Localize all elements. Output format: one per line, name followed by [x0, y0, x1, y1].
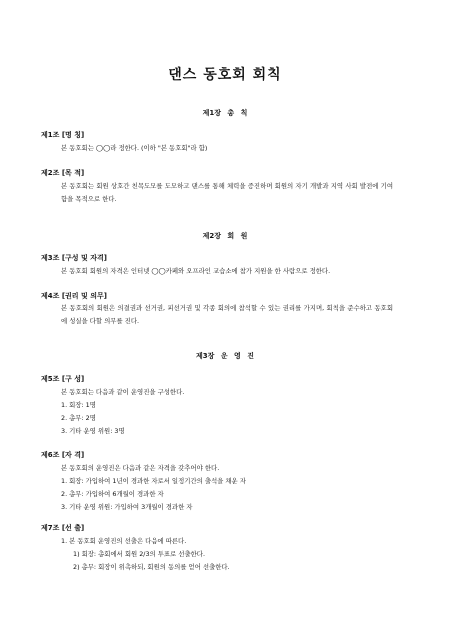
chapter-heading: 제2장 회 원	[202, 232, 248, 240]
list-item: 2. 총무: 가입하여 6개월이 경과한 자	[61, 490, 164, 498]
list-item: 1. 회장: 1명	[61, 401, 96, 409]
list-item: 2. 총무: 2명	[61, 414, 96, 422]
article-heading: 제3조 [구성 및 자격]	[41, 254, 107, 262]
sub-list-item: 2) 총무: 회장이 위촉하되, 회원의 동의를 얻어 선출한다.	[73, 563, 230, 571]
sub-list-item: 1) 회장: 총회에서 회원 2/3의 투표로 선출한다.	[73, 550, 205, 558]
list-item: 1. 회장: 가입하여 1년이 경과한 자로서 일정기간의 출석을 채운 자	[61, 477, 246, 485]
list-item: 1. 본 동호회 운영진의 선출은 다음에 따른다.	[61, 537, 187, 545]
article-heading: 제4조 [권리 및 의무]	[41, 292, 107, 300]
article-paragraph: 본 동호회의 회원은 의결권과 선거권, 피선거권 및 각종 회의에 참석할 수 있는 권리를 가지며, 회칙을 준수하고 동호회에 성실을 다할 의무를 진다.	[61, 304, 393, 325]
list-item: 3. 기타 운영 위원: 3명	[61, 427, 125, 435]
article-heading: 제1조 [명 칭]	[41, 131, 85, 139]
document-title: 댄스 동호회 회칙	[168, 67, 282, 83]
article-heading: 제6조 [자 격]	[41, 451, 85, 459]
article-heading: 제2조 [목 적]	[41, 169, 85, 177]
article-line: 본 동호회의 운영진은 다음과 같은 자격을 갖추어야 한다.	[61, 464, 220, 472]
chapter-heading: 제1장 총 칙	[202, 109, 248, 117]
article-line: 본 동호회 회원의 자격은 인터넷 ◯◯카페와 오프라인 교습소에 참가 지원을 한 사람으로 정한다.	[61, 267, 331, 275]
list-item: 3. 기타 운영 위원: 가입하여 3개월이 경과한 자	[61, 503, 193, 511]
article-line: 본 동호회는 다음과 같이 운영진을 구성한다.	[61, 388, 185, 396]
article-heading: 제7조 [선 출]	[41, 524, 85, 532]
article-heading: 제5조 [구 성]	[41, 375, 85, 383]
article-paragraph: 본 동호회는 회원 상호간 친목도모를 도모하고 댄스를 통해 체력을 증진하며 회원의 자기 개발과 지역 사회 발전에 기여함을 목적으로 한다.	[61, 182, 393, 203]
article-line: 본 동호회는 ◯◯라 정한다. (이하 "본 동호회"라 함)	[61, 144, 208, 152]
chapter-heading: 제3장 운 영 진	[196, 352, 254, 360]
